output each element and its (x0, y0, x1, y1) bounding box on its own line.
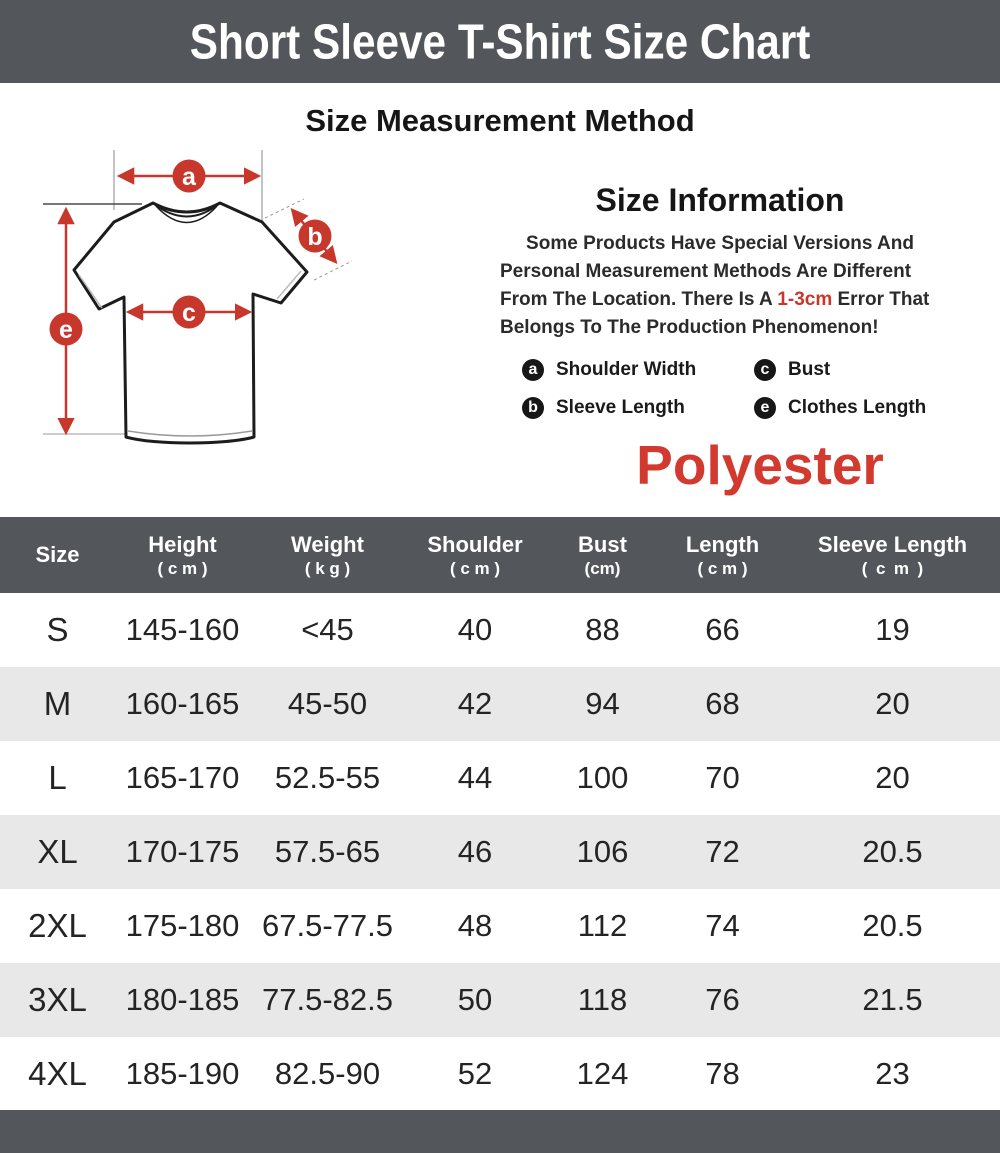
column-unit: ( c m ) (861, 558, 924, 578)
table-cell: 72 (705, 834, 740, 869)
column-unit: ( c m ) (157, 558, 208, 578)
note-text: Belongs To The Production Phenomenon! (500, 317, 879, 338)
column-header-bust (545, 517, 660, 593)
size-info-heading: Size Information (595, 182, 845, 218)
measurement-method-heading: Size Measurement Method (305, 103, 695, 138)
note-line (500, 314, 940, 342)
table-cell: 20.5 (862, 834, 923, 869)
note-line (500, 230, 940, 258)
page-title: Short Sleeve T-Shirt Size Chart (189, 12, 811, 69)
size-table-header (0, 517, 1000, 593)
table-row (0, 1037, 1000, 1111)
table-cell: 23 (875, 1056, 910, 1091)
table-row (0, 889, 1000, 963)
legend-key-icon: a (522, 359, 544, 381)
table-cell: 175-180 (125, 908, 240, 943)
legend-item-bust (754, 359, 940, 381)
column-header-height (115, 517, 250, 593)
table-cell: 74 (705, 908, 740, 943)
footer-bar (0, 1110, 1000, 1153)
column-unit: ( k g ) (304, 558, 351, 578)
size-cell: 3XL (28, 981, 87, 1018)
column-label: Sleeve Length (817, 531, 968, 557)
table-cell: 88 (585, 612, 620, 647)
column-header-weight (250, 517, 405, 593)
table-cell: 76 (705, 982, 740, 1017)
column-label: Length (685, 531, 760, 557)
table-cell: 67.5-77.5 (262, 908, 393, 943)
table-row (0, 593, 1000, 667)
table-cell: 20 (875, 760, 910, 795)
table-cell: 40 (457, 612, 493, 647)
table-cell: 124 (576, 1056, 629, 1091)
measurement-legend (500, 359, 940, 419)
column-label: Height (148, 531, 217, 557)
table-cell: 68 (705, 686, 740, 721)
size-cell: S (46, 611, 69, 648)
table-cell: 52 (457, 1056, 493, 1091)
note-line (500, 286, 940, 314)
table-row (0, 667, 1000, 741)
table-cell: 118 (577, 982, 628, 1017)
column-header-shoulder (405, 517, 545, 593)
column-unit: (cm) (584, 558, 621, 578)
note-text: Some Products Have Special Versions And (526, 233, 914, 254)
column-header-length (660, 517, 785, 593)
size-cell: XL (37, 833, 78, 870)
legend-key-icon: e (754, 397, 776, 419)
size-table-body (0, 593, 1000, 1111)
table-cell: 165-170 (125, 760, 240, 795)
table-cell: 21.5 (862, 982, 923, 1017)
table-cell: 57.5-65 (274, 834, 381, 869)
size-cell: 4XL (28, 1055, 87, 1092)
table-cell: <45 (301, 612, 354, 647)
marker-c-letter: c (182, 299, 196, 327)
table-row (0, 815, 1000, 889)
table-cell: 42 (457, 686, 493, 721)
table-cell: 112 (577, 908, 628, 943)
table-cell: 82.5-90 (274, 1056, 381, 1091)
table-header-row (0, 517, 1000, 593)
size-info-note (500, 230, 940, 342)
legend-item-sleeve-length (522, 397, 754, 419)
column-header-size (0, 517, 115, 593)
table-cell: 45-50 (287, 686, 368, 721)
table-cell: 20.5 (862, 908, 923, 943)
note-line (500, 258, 940, 286)
note-text: Error That (832, 289, 930, 310)
legend-key-icon: c (754, 359, 776, 381)
table-cell: 170-175 (125, 834, 240, 869)
table-cell: 77.5-82.5 (262, 982, 393, 1017)
table-cell: 44 (457, 760, 493, 795)
size-table (0, 517, 1000, 1111)
size-cell: M (43, 685, 72, 722)
material-label: Polyester (636, 434, 884, 496)
error-range-highlight: 1-3cm (777, 289, 833, 310)
tshirt-measurement-diagram (30, 142, 460, 464)
marker-e-letter: e (59, 316, 73, 344)
column-header-sleeve-length (785, 517, 1000, 593)
table-cell: 19 (875, 612, 910, 647)
banner (0, 0, 1000, 83)
size-information (500, 182, 940, 419)
column-unit: ( c m ) (697, 558, 748, 578)
marker-a-letter: a (182, 163, 196, 191)
table-cell: 48 (457, 908, 493, 943)
size-cell: L (48, 759, 67, 796)
column-label: Shoulder (427, 531, 523, 557)
legend-label: Shoulder Width (556, 359, 697, 380)
table-cell: 78 (705, 1056, 740, 1091)
table-cell: 160-165 (125, 686, 240, 721)
table-cell: 46 (457, 834, 493, 869)
table-cell: 180-185 (125, 982, 240, 1017)
table-row (0, 963, 1000, 1037)
table-cell: 185-190 (125, 1056, 240, 1091)
size-cell: 2XL (28, 907, 87, 944)
table-cell: 52.5-55 (274, 760, 381, 795)
note-text: Personal Measurement Methods Are Different (500, 261, 912, 282)
table-cell: 50 (457, 982, 493, 1017)
table-cell: 70 (705, 760, 740, 795)
marker-b-letter: b (307, 223, 323, 251)
table-cell: 100 (576, 760, 629, 795)
column-unit: ( c m ) (449, 558, 501, 578)
legend-label: Bust (788, 359, 831, 380)
table-cell: 145-160 (125, 612, 240, 647)
legend-key-icon: b (522, 397, 544, 419)
legend-item-clothes-length (754, 397, 940, 419)
table-cell: 66 (705, 612, 740, 647)
table-cell: 20 (875, 686, 910, 721)
column-label: Bust (578, 531, 627, 557)
legend-label: Sleeve Length (556, 397, 685, 418)
table-cell: 106 (576, 834, 629, 869)
column-label: Weight (291, 531, 364, 557)
column-label: Size (35, 542, 80, 567)
table-row (0, 741, 1000, 815)
legend-label: Clothes Length (788, 397, 927, 418)
note-text: From The Location. There Is A (500, 289, 778, 310)
table-cell: 94 (585, 686, 620, 721)
legend-item-shoulder-width (522, 359, 754, 381)
